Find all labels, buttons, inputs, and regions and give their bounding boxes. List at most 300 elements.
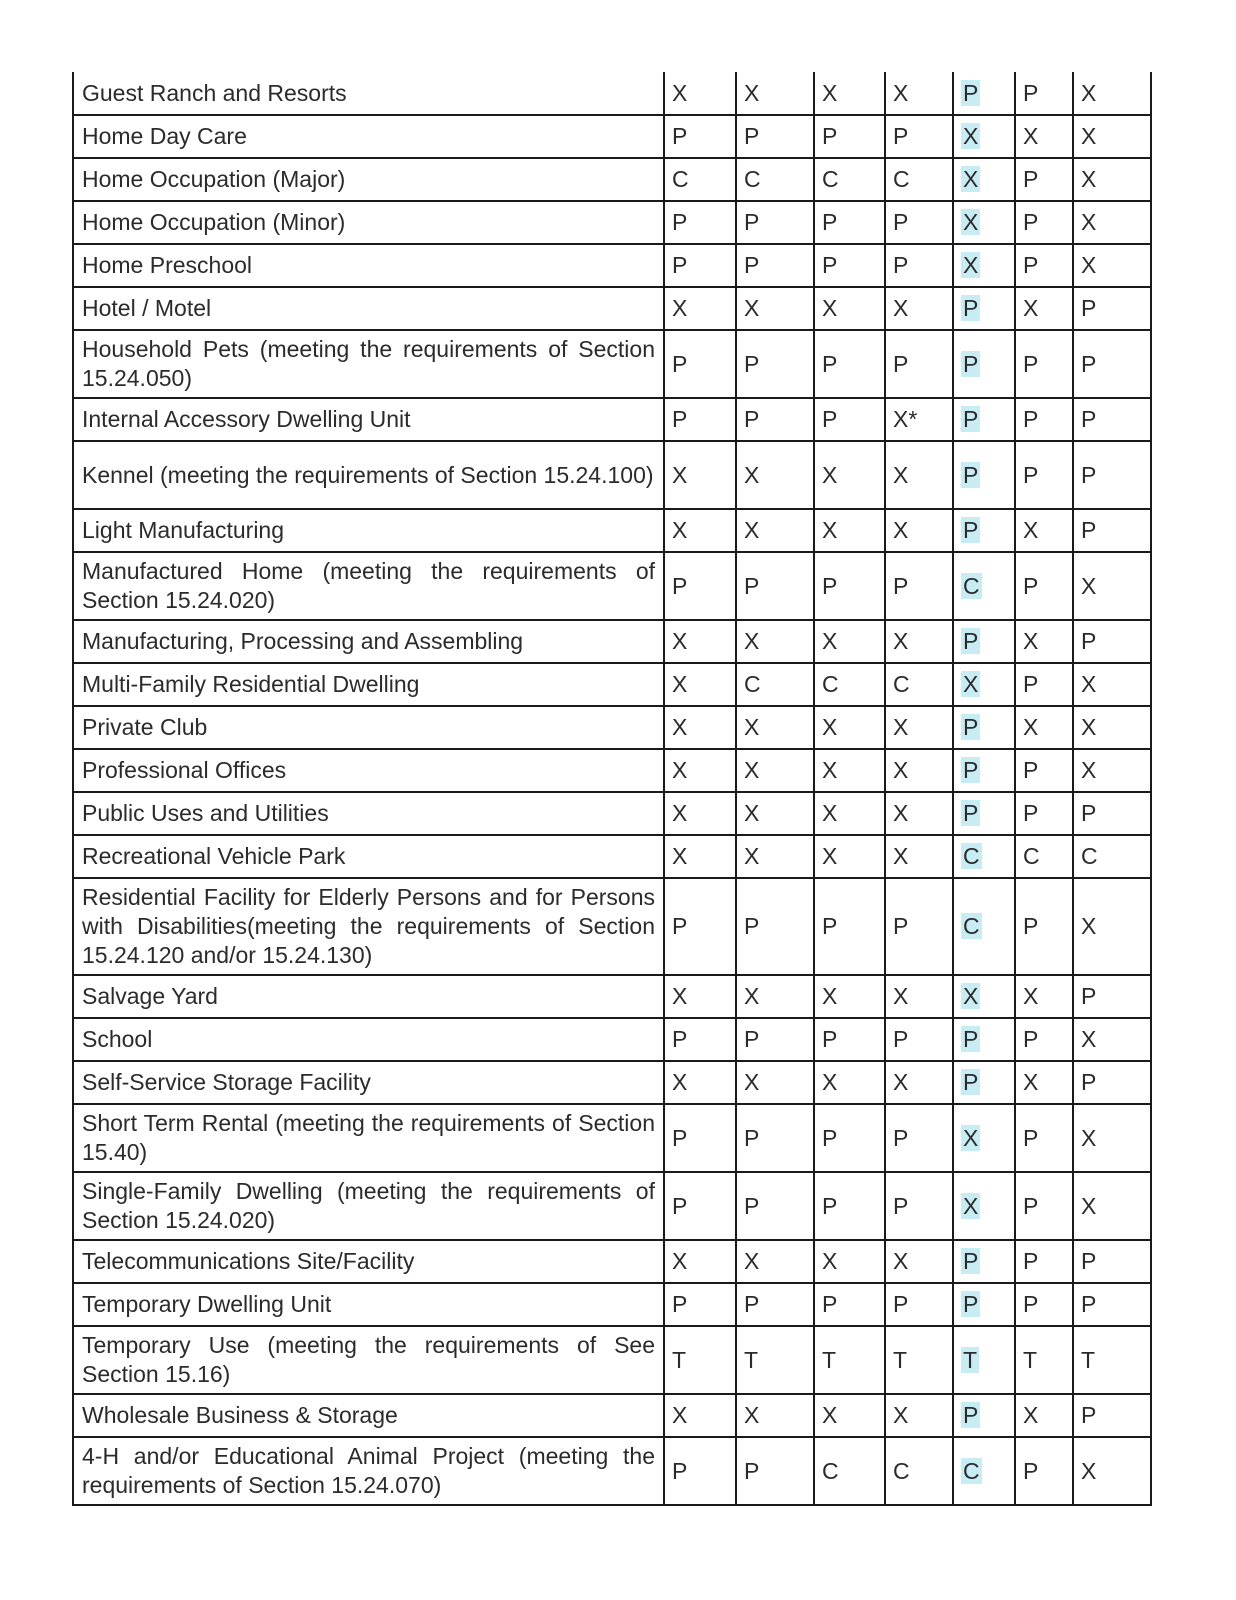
zone-code: X xyxy=(744,295,760,321)
zone-code-cell xyxy=(1073,158,1151,201)
zone-code-cell xyxy=(1015,1326,1073,1394)
zone-code: P xyxy=(672,572,688,599)
zone-code-cell xyxy=(814,878,885,975)
zone-code: P xyxy=(1023,461,1039,488)
zone-code-cell xyxy=(953,509,1015,552)
zone-code: P xyxy=(893,913,909,939)
zone-code-cell xyxy=(664,1283,736,1326)
table-row xyxy=(73,552,1151,620)
highlighted-zone-code: T xyxy=(963,1346,978,1373)
zone-code-cell xyxy=(1015,975,1073,1018)
zone-code-cell xyxy=(1015,158,1073,201)
zone-code-cell xyxy=(1015,878,1073,975)
zone-code: P xyxy=(672,1026,688,1052)
zone-code: C xyxy=(744,671,761,697)
zone-code: P xyxy=(744,350,760,377)
zone-code-cell xyxy=(1073,330,1151,398)
zone-code-cell xyxy=(664,1394,736,1437)
zone-code: X xyxy=(1081,1124,1097,1151)
zone-code-cell xyxy=(814,620,885,663)
highlighted-zone-code: P xyxy=(963,517,979,543)
zone-code-cell xyxy=(736,1394,814,1437)
zone-code-cell xyxy=(1015,620,1073,663)
zone-code-cell xyxy=(1015,330,1073,398)
zone-code: X xyxy=(1081,714,1097,740)
zone-code-cell xyxy=(953,1326,1015,1394)
zone-code-cell xyxy=(664,330,736,398)
table-row xyxy=(73,1240,1151,1283)
highlighted-zone-code: P xyxy=(963,800,979,826)
zone-code-cell xyxy=(664,792,736,835)
zone-code-cell xyxy=(814,706,885,749)
zone-code-cell xyxy=(814,1394,885,1437)
zone-code-cell xyxy=(736,1104,814,1172)
zone-code-cell xyxy=(814,1240,885,1283)
zone-code-cell xyxy=(736,792,814,835)
table-row xyxy=(73,509,1151,552)
zone-code: P xyxy=(822,572,838,599)
zone-code-cell xyxy=(885,1283,953,1326)
zone-code-cell xyxy=(736,509,814,552)
zone-code-cell xyxy=(736,706,814,749)
zone-code-cell xyxy=(814,663,885,706)
zone-code: X xyxy=(822,1402,838,1428)
zone-code: X xyxy=(1081,252,1097,278)
zone-code: X xyxy=(744,757,760,783)
zone-code-cell xyxy=(1015,201,1073,244)
highlighted-zone-code: X xyxy=(963,983,979,1009)
zone-code: X xyxy=(822,983,838,1009)
zone-code: T xyxy=(893,1346,908,1373)
zone-code: P xyxy=(822,350,838,377)
use-name-cell: Hotel / Motel xyxy=(73,287,664,330)
zone-code-cell xyxy=(664,1437,736,1505)
zone-code-cell xyxy=(736,1326,814,1394)
use-name-cell: Manufactured Home (meeting the requirements of Section 15.24.020) xyxy=(73,552,664,620)
zone-code-cell xyxy=(1015,663,1073,706)
zone-code: P xyxy=(822,1026,838,1052)
zone-code-cell xyxy=(953,1104,1015,1172)
zone-code: P xyxy=(893,1124,909,1151)
zone-code: X xyxy=(1023,1402,1039,1428)
zone-code-cell xyxy=(885,287,953,330)
table-row xyxy=(73,244,1151,287)
zone-code-cell xyxy=(736,552,814,620)
zone-code-cell xyxy=(953,441,1015,509)
zone-code-cell xyxy=(814,835,885,878)
zone-code: C xyxy=(893,166,910,192)
zone-code: P xyxy=(672,406,688,432)
zone-code: P xyxy=(1081,1248,1097,1274)
zone-code: X xyxy=(893,79,909,106)
highlighted-zone-code: C xyxy=(963,913,980,939)
use-name-cell: Temporary Use (meeting the requirements of See Section 15.16) xyxy=(73,1326,664,1394)
zone-code-cell xyxy=(664,1172,736,1240)
zone-code-cell xyxy=(1073,244,1151,287)
highlighted-zone-code: X xyxy=(963,252,979,278)
zone-code-cell xyxy=(814,441,885,509)
zone-code-cell xyxy=(664,1326,736,1394)
zone-code-cell xyxy=(1015,792,1073,835)
zone-code: P xyxy=(744,123,760,149)
table-row xyxy=(73,1283,1151,1326)
zone-code-cell xyxy=(664,1061,736,1104)
zone-code: P xyxy=(1023,166,1039,192)
zone-code-cell xyxy=(953,1061,1015,1104)
use-name-cell: School xyxy=(73,1018,664,1061)
zone-code: X xyxy=(672,843,688,869)
zone-code: P xyxy=(822,1124,838,1151)
zone-code: P xyxy=(1023,1291,1039,1317)
use-name-cell: Guest Ranch and Resorts xyxy=(73,72,664,115)
zone-code-cell xyxy=(885,975,953,1018)
zone-code: P xyxy=(672,1124,688,1151)
zone-code: X xyxy=(744,800,760,826)
zone-code-cell xyxy=(885,878,953,975)
zone-code-cell xyxy=(885,1104,953,1172)
zone-code-cell xyxy=(1015,1240,1073,1283)
zone-code: X xyxy=(672,800,688,826)
zone-code-cell xyxy=(664,509,736,552)
zone-code-cell xyxy=(814,1104,885,1172)
zone-code-cell xyxy=(814,398,885,441)
table-row xyxy=(73,1018,1151,1061)
zone-code-cell xyxy=(1015,287,1073,330)
zone-code-cell xyxy=(885,1018,953,1061)
table-row xyxy=(73,72,1151,115)
use-name-cell: Residential Facility for Elderly Persons and for Persons with Disabilities(meeting the requirements of Section 15.24.120 and/or 15.24.130) xyxy=(73,878,664,975)
zone-code-cell xyxy=(664,441,736,509)
zone-code-cell xyxy=(664,158,736,201)
table-row xyxy=(73,706,1151,749)
zone-code-cell xyxy=(1073,1326,1151,1394)
zone-code-cell xyxy=(953,552,1015,620)
zone-code-cell xyxy=(885,1240,953,1283)
zone-code-cell xyxy=(953,749,1015,792)
zone-code-cell xyxy=(736,201,814,244)
zone-code-cell xyxy=(736,620,814,663)
table-row xyxy=(73,975,1151,1018)
highlighted-zone-code: P xyxy=(963,628,979,654)
zone-code-cell xyxy=(736,878,814,975)
zone-code: X* xyxy=(893,406,918,432)
zone-code: P xyxy=(822,123,838,149)
zone-code-cell xyxy=(1073,72,1151,115)
table-row xyxy=(73,878,1151,975)
table-row xyxy=(73,749,1151,792)
zone-code: P xyxy=(1023,800,1039,826)
zone-code-cell xyxy=(1015,552,1073,620)
zone-code-cell xyxy=(885,1437,953,1505)
zone-code-cell xyxy=(1073,398,1151,441)
zone-code-cell xyxy=(885,330,953,398)
zone-code-cell xyxy=(953,878,1015,975)
zone-code-cell xyxy=(1073,1018,1151,1061)
zone-code-cell xyxy=(736,441,814,509)
zone-code: P xyxy=(893,1026,909,1052)
zone-code: X xyxy=(672,983,688,1009)
zone-code: X xyxy=(672,517,688,543)
zone-code: P xyxy=(1081,406,1097,432)
zone-code: C xyxy=(672,166,689,192)
zone-code: X xyxy=(744,517,760,543)
zone-code-cell xyxy=(953,244,1015,287)
zone-code: P xyxy=(672,1291,688,1317)
highlighted-zone-code: C xyxy=(963,1457,980,1484)
zone-code-cell xyxy=(1073,1104,1151,1172)
highlighted-zone-code: P xyxy=(963,757,979,783)
use-name-cell: Telecommunications Site/Facility xyxy=(73,1240,664,1283)
zone-code: P xyxy=(744,406,760,432)
zone-code: X xyxy=(672,628,688,654)
zone-code: P xyxy=(672,209,688,235)
table-row xyxy=(73,1104,1151,1172)
zone-code: P xyxy=(1081,1291,1097,1317)
zone-code: X xyxy=(893,295,909,321)
zone-code: P xyxy=(1081,983,1097,1009)
zone-code: X xyxy=(1023,123,1039,149)
zone-code-cell xyxy=(736,1240,814,1283)
zone-code-cell xyxy=(885,706,953,749)
zone-code: X xyxy=(672,461,688,488)
zone-code-cell xyxy=(664,72,736,115)
zone-code-cell xyxy=(1015,835,1073,878)
zone-code: X xyxy=(893,800,909,826)
zone-code: P xyxy=(672,1457,688,1484)
use-name-cell: Home Occupation (Minor) xyxy=(73,201,664,244)
zone-code: P xyxy=(744,252,760,278)
zone-code: X xyxy=(744,1069,760,1095)
zone-code: C xyxy=(822,166,839,192)
zone-code: P xyxy=(893,572,909,599)
zone-code: X xyxy=(822,1248,838,1274)
table-row xyxy=(73,441,1151,509)
zone-code-cell xyxy=(736,244,814,287)
zone-code-cell xyxy=(814,1326,885,1394)
use-name-cell: 4-H and/or Educational Animal Project (meeting the requirements of Section 15.24.070) xyxy=(73,1437,664,1505)
zone-code: X xyxy=(822,757,838,783)
zone-code-cell xyxy=(953,287,1015,330)
zone-code-cell xyxy=(736,663,814,706)
zone-code: C xyxy=(893,671,910,697)
highlighted-zone-code: P xyxy=(963,1248,979,1274)
zone-code: X xyxy=(1081,572,1097,599)
zone-code-cell xyxy=(664,552,736,620)
table-row xyxy=(73,1394,1151,1437)
zone-code: X xyxy=(744,983,760,1009)
zone-code-cell xyxy=(953,792,1015,835)
table-row xyxy=(73,115,1151,158)
zone-code-cell xyxy=(885,509,953,552)
zone-code-cell xyxy=(1015,1104,1073,1172)
use-name-cell: Home Occupation (Major) xyxy=(73,158,664,201)
zone-code: X xyxy=(1081,1457,1097,1484)
zone-code: X xyxy=(672,1069,688,1095)
zone-code: X xyxy=(744,714,760,740)
use-name-cell: Household Pets (meeting the requirements of Section 15.24.050) xyxy=(73,330,664,398)
zone-code-cell xyxy=(814,1283,885,1326)
zone-code: X xyxy=(1023,1069,1039,1095)
zone-code-cell xyxy=(953,663,1015,706)
zone-code: P xyxy=(1081,461,1097,488)
zone-code-cell xyxy=(814,749,885,792)
use-name-cell: Manufacturing, Processing and Assembling xyxy=(73,620,664,663)
zone-code-cell xyxy=(1073,1437,1151,1505)
zone-code-cell xyxy=(814,975,885,1018)
zone-code-cell xyxy=(885,749,953,792)
zone-code-cell xyxy=(885,244,953,287)
zone-code-cell xyxy=(736,1283,814,1326)
use-name-cell: Kennel (meeting the requirements of Section 15.24.100) xyxy=(73,441,664,509)
zone-code-cell xyxy=(885,115,953,158)
highlighted-zone-code: X xyxy=(963,123,979,149)
highlighted-zone-code: X xyxy=(963,209,979,235)
highlighted-zone-code: P xyxy=(963,714,979,740)
zone-code: X xyxy=(744,1402,760,1428)
zone-code: C xyxy=(822,671,839,697)
zone-code-cell xyxy=(885,1394,953,1437)
zone-code: X xyxy=(1023,295,1039,321)
zone-code-cell xyxy=(814,287,885,330)
zone-code-cell xyxy=(1073,749,1151,792)
zone-code: X xyxy=(1081,671,1097,697)
zone-code-cell xyxy=(664,975,736,1018)
land-use-table-body xyxy=(73,72,1151,1505)
zone-code-cell xyxy=(1015,72,1073,115)
zone-code-cell xyxy=(736,749,814,792)
zone-code: P xyxy=(672,1192,688,1219)
zone-code: X xyxy=(893,1069,909,1095)
zone-code-cell xyxy=(814,72,885,115)
zone-code-cell xyxy=(736,330,814,398)
zone-code-cell xyxy=(953,158,1015,201)
table-row xyxy=(73,1437,1151,1505)
zone-code: P xyxy=(744,572,760,599)
zone-code-cell xyxy=(953,1437,1015,1505)
zone-code: X xyxy=(1081,123,1097,149)
zone-code-cell xyxy=(664,287,736,330)
zone-code-cell xyxy=(885,201,953,244)
zone-code: P xyxy=(672,350,688,377)
table-row xyxy=(73,663,1151,706)
zone-code: P xyxy=(1081,800,1097,826)
zone-code: P xyxy=(1023,79,1039,106)
zone-code-cell xyxy=(885,663,953,706)
zone-code-cell xyxy=(1015,706,1073,749)
highlighted-zone-code: P xyxy=(963,1026,979,1052)
zone-code-cell xyxy=(736,115,814,158)
zone-code: C xyxy=(1081,843,1098,869)
table-row xyxy=(73,158,1151,201)
zone-code-cell xyxy=(736,835,814,878)
zone-code-cell xyxy=(953,1394,1015,1437)
zone-code: P xyxy=(1023,671,1039,697)
zone-code: X xyxy=(822,800,838,826)
zone-code-cell xyxy=(1073,835,1151,878)
zone-code: X xyxy=(822,843,838,869)
zone-code: P xyxy=(1023,350,1039,377)
use-name-cell: Internal Accessory Dwelling Unit xyxy=(73,398,664,441)
zone-code-cell xyxy=(814,509,885,552)
zone-code: P xyxy=(744,1291,760,1317)
zone-code-cell xyxy=(885,1061,953,1104)
zone-code-cell xyxy=(814,115,885,158)
zone-code-cell xyxy=(1015,509,1073,552)
zone-code: X xyxy=(744,461,760,488)
zone-code-cell xyxy=(664,244,736,287)
zone-code: P xyxy=(822,406,838,432)
zone-code-cell xyxy=(885,1172,953,1240)
zone-code: X xyxy=(672,295,688,321)
highlighted-zone-code: P xyxy=(963,1069,979,1095)
zone-code: T xyxy=(822,1346,837,1373)
zone-code: P xyxy=(744,1192,760,1219)
use-name-cell: Professional Offices xyxy=(73,749,664,792)
zone-code-cell xyxy=(885,620,953,663)
zone-code: X xyxy=(672,671,688,697)
zone-code: X xyxy=(672,1248,688,1274)
zone-code: P xyxy=(672,913,688,939)
zone-code: X xyxy=(1023,714,1039,740)
zone-code: P xyxy=(893,1192,909,1219)
zone-code-cell xyxy=(953,398,1015,441)
zone-code-cell xyxy=(1073,441,1151,509)
zone-code: C xyxy=(822,1457,839,1484)
zone-code: X xyxy=(672,757,688,783)
zone-code-cell xyxy=(885,1326,953,1394)
zone-code-cell xyxy=(1073,1172,1151,1240)
use-name-cell: Light Manufacturing xyxy=(73,509,664,552)
zone-code-cell xyxy=(1015,398,1073,441)
zone-code-cell xyxy=(1015,441,1073,509)
zone-code-cell xyxy=(664,706,736,749)
zone-code: X xyxy=(1023,983,1039,1009)
zone-code: X xyxy=(1081,1026,1097,1052)
zone-code-cell xyxy=(664,835,736,878)
highlighted-zone-code: X xyxy=(963,1124,979,1151)
zone-code-cell xyxy=(953,330,1015,398)
zone-code-cell xyxy=(664,115,736,158)
zone-code-cell xyxy=(953,835,1015,878)
use-name-cell: Salvage Yard xyxy=(73,975,664,1018)
zone-code-cell xyxy=(953,115,1015,158)
highlighted-zone-code: X xyxy=(963,1192,979,1219)
zone-code-cell xyxy=(664,749,736,792)
zone-code-cell xyxy=(1015,115,1073,158)
zone-code: P xyxy=(1081,350,1097,377)
zone-code-cell xyxy=(1015,1437,1073,1505)
zone-code: P xyxy=(744,1026,760,1052)
zone-code: P xyxy=(893,123,909,149)
zone-code: X xyxy=(822,79,838,106)
zone-code-cell xyxy=(814,201,885,244)
zone-code: X xyxy=(672,714,688,740)
zone-code: X xyxy=(744,628,760,654)
zone-code-cell xyxy=(736,1437,814,1505)
zone-code-cell xyxy=(664,1018,736,1061)
highlighted-zone-code: C xyxy=(963,572,980,599)
highlighted-zone-code: P xyxy=(963,350,979,377)
zone-code-cell xyxy=(736,1061,814,1104)
use-name-cell: Short Term Rental (meeting the requirements of Section 15.40) xyxy=(73,1104,664,1172)
zone-code-cell xyxy=(814,1061,885,1104)
highlighted-zone-code: P xyxy=(963,295,979,321)
highlighted-zone-code: P xyxy=(963,1402,979,1428)
zone-code: P xyxy=(822,252,838,278)
zone-code: X xyxy=(822,714,838,740)
zone-code-cell xyxy=(736,72,814,115)
zone-code: X xyxy=(1081,1192,1097,1219)
